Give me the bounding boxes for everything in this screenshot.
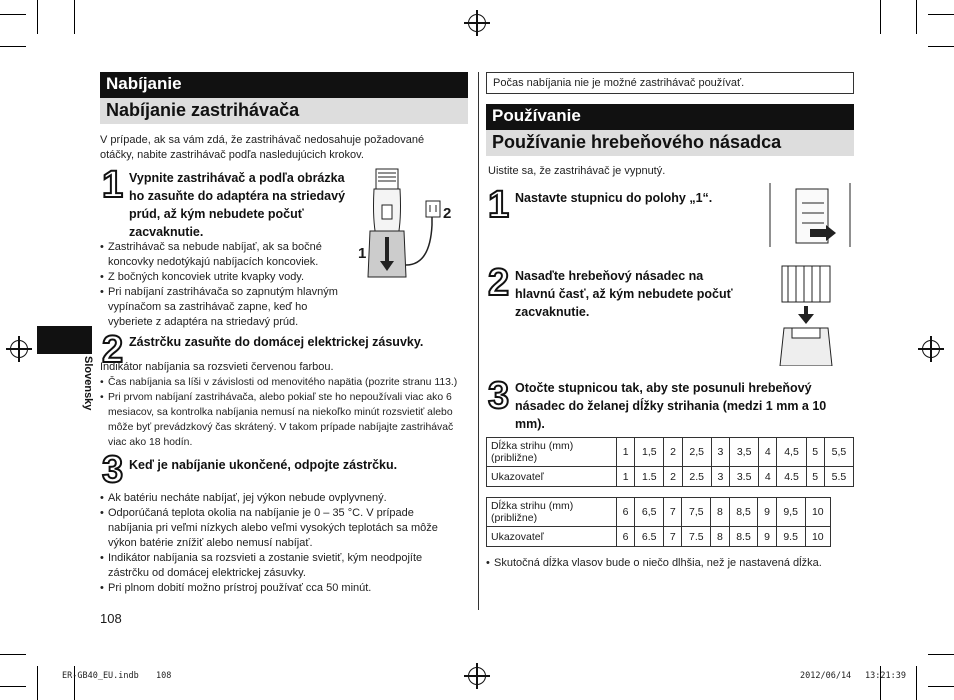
table-cell: 5 [806,467,824,487]
table-cell: 3,5 [730,438,759,467]
crop-mark [928,46,954,47]
list-item: • Čas nabíjania sa líši v závislosti od menovitého napätia (pozrite stranu 113.) [100,375,470,390]
subsection-title: Používanie hrebeňového násadca [486,130,854,156]
table-cell: 7.5 [682,527,711,547]
crop-mark [928,686,954,687]
table-cell: 3.5 [730,467,759,487]
crop-mark [0,46,26,47]
language-label: Slovensky [82,356,94,411]
intro-text: Uistite sa, že zastrihávač je vypnutý. [488,165,666,177]
table-cell: 4,5 [777,438,806,467]
table-cell: 7 [664,527,682,547]
table-row [487,498,831,527]
step-number: 1 [102,164,124,206]
table-cell: 6 [617,498,635,527]
registration-mark-icon [922,340,940,358]
crop-mark [880,0,881,34]
crop-mark [916,0,917,34]
table-cell: 1 [617,438,635,467]
step1-bullets [100,240,350,330]
table-cell: 8 [711,498,729,527]
table-cell: 2.5 [682,467,711,487]
figure-label: 2 [443,205,452,222]
registration-mark-icon [468,667,486,685]
table-cell: 8.5 [729,527,758,547]
table-row [487,527,831,547]
table-cell: 6.5 [635,527,664,547]
table-cell: 9 [758,527,776,547]
list-item: • Odporúčaná teplota okolia na nabíjanie je 0 – 35 °C. V prípade nabíjania pri veľmi nízkych alebo veľmi vysokých teplotách sa môže výkon batérie znížiť alebo nemusí nabíjať. [100,506,460,551]
table-cell: 1.5 [635,467,664,487]
list-item: • Z bočných koncoviek utrite kvapky vody. [100,270,350,285]
list-item: • Pri prvom nabíjaní zastrihávača, alebo pokiaľ ste ho nepoužívali viac ako 6 mesiacov, sa kontrolka nabíjania nemusí na niekoľko minút rozsvietiť alebo môže byť prevádzkový čas skrátený. V takom prípade nabíjajte zastrihávač viac ako 18 hodín. [100,390,470,450]
table-cell: 5.5 [824,467,853,487]
registration-mark-icon [10,340,28,358]
note-box: Počas nabíjania nie je možné zastrihávač používať. [486,72,854,94]
table-cell: Dĺžka strihu (mm) (približne) [487,498,617,527]
table-cell: Ukazovateľ [487,467,617,487]
footer-date: 2012/06/14 [800,671,852,681]
crop-mark [0,14,26,15]
step-number: 3 [488,375,510,417]
list-item: • Pri plnom dobití možno prístroj používať cca 50 minút. [100,581,460,596]
table-cell: 7 [664,498,682,527]
comb-attachment-illustration [776,262,836,366]
crop-mark [0,654,26,655]
table-cell: 6 [617,527,635,547]
dial-illustration [766,183,854,247]
registration-mark-icon [468,14,486,32]
step-text: Keď je nabíjanie ukončené, odpojte zástrčku. [129,458,398,472]
step-text: Nastavte stupnicu do polohy „1“. [515,191,713,205]
list-item: • Zastrihávač sa nebude nabíjať, ak sa bočné koncovky nedotýkajú nabíjacích koncoviek. [100,240,350,270]
crop-mark [928,654,954,655]
table-cell: 4.5 [777,467,806,487]
section-title: Nabíjanie [100,72,468,98]
crop-mark [37,666,38,700]
table-cell: 3 [711,438,729,467]
step-number: 2 [102,329,124,371]
table-row [487,438,854,467]
column-divider [478,72,479,610]
step-number: 1 [488,184,510,226]
step-text: Otočte stupnicou tak, aby ste posunuli hrebeňový násadec do želanej dĺžky strihania (medzi 1 mm a 10 mm). [515,381,827,431]
list-item: • Indikátor nabíjania sa rozsvieti a zostanie svietiť, kým neodpojíte zástrčku od domácej elektrickej zásuvky. [100,551,460,581]
footer-file: ER-GB40_EU.indb [62,671,139,681]
section-title: Používanie [486,104,854,130]
table-cell: 3 [711,467,729,487]
crop-mark [928,14,954,15]
intro-text: V prípade, ak sa vám zdá, že zastrihávač nedosahuje požadované otáčky, nabite zastrihávač podľa nasledujúcich krokov. [100,134,425,161]
step-text: Vypnite zastrihávač a podľa obrázka ho zasuňte do adaptéra na striedavý prúd, až kým nebudete počuť zacvaknutie. [129,171,346,239]
footer-page: 108 [156,671,172,681]
step-text: Nasaďte hrebeňový násadec na hlavnú časť, až kým nebudete počuť zacvaknutie. [515,269,733,319]
step-text: Zástrčku zasuňte do domácej elektrickej zásuvky. [129,335,424,349]
table-cell: 4 [759,467,777,487]
figure-label: 1 [358,245,367,262]
subsection-title: Nabíjanie zastrihávača [100,98,468,124]
table-cell: 8 [711,527,729,547]
footer-time: 13:21:39 [865,671,906,681]
table-cell: Dĺžka strihu (mm) (približne) [487,438,617,467]
crop-mark [37,0,38,34]
table-cell: 5,5 [824,438,853,467]
crop-mark [0,686,26,687]
table-cell: 7,5 [682,498,711,527]
table-cell: 6,5 [635,498,664,527]
crop-mark [74,0,75,34]
table-cell: 1 [617,467,635,487]
table-cell: 9,5 [776,498,805,527]
table-row [487,467,854,487]
notes-bullets [100,491,460,596]
length-table-2 [486,497,831,547]
list-item: • Ak batériu necháte nabíjať, jej výkon nebude ovplyvnený. [100,491,460,506]
table-cell: 10 [805,498,830,527]
table-cell: 8,5 [729,498,758,527]
table-cell: Ukazovateľ [487,527,617,547]
table-cell: 2,5 [682,438,711,467]
list-item: • Pri nabíjaní zastrihávača so zapnutým hlavným vypínačom sa zastrihávač zapne, keď ho vyberiete z adaptéra na striedavý prúd. [100,285,350,330]
length-table-1 [486,437,854,487]
table-cell: 2 [664,467,682,487]
step2-body: Indikátor nabíjania sa rozsvieti červenou farbou. [100,361,334,373]
table-cell: 9.5 [776,527,805,547]
footnote [486,556,854,571]
step-number: 3 [102,449,124,491]
crop-mark [916,666,917,700]
trimmer-charging-illustration [360,165,460,285]
step-number: 2 [488,262,510,304]
table-cell: 5 [806,438,824,467]
list-item: • Skutočná dĺžka vlasov bude o niečo dlhšia, než je nastavená dĺžka. [486,556,854,571]
page-number: 108 [100,611,122,626]
table-cell: 1,5 [635,438,664,467]
table-cell: 4 [759,438,777,467]
table-cell: 9 [758,498,776,527]
table-cell: 10 [805,527,830,547]
language-tab [37,326,92,354]
table-cell: 2 [664,438,682,467]
step2-bullets [100,375,470,450]
